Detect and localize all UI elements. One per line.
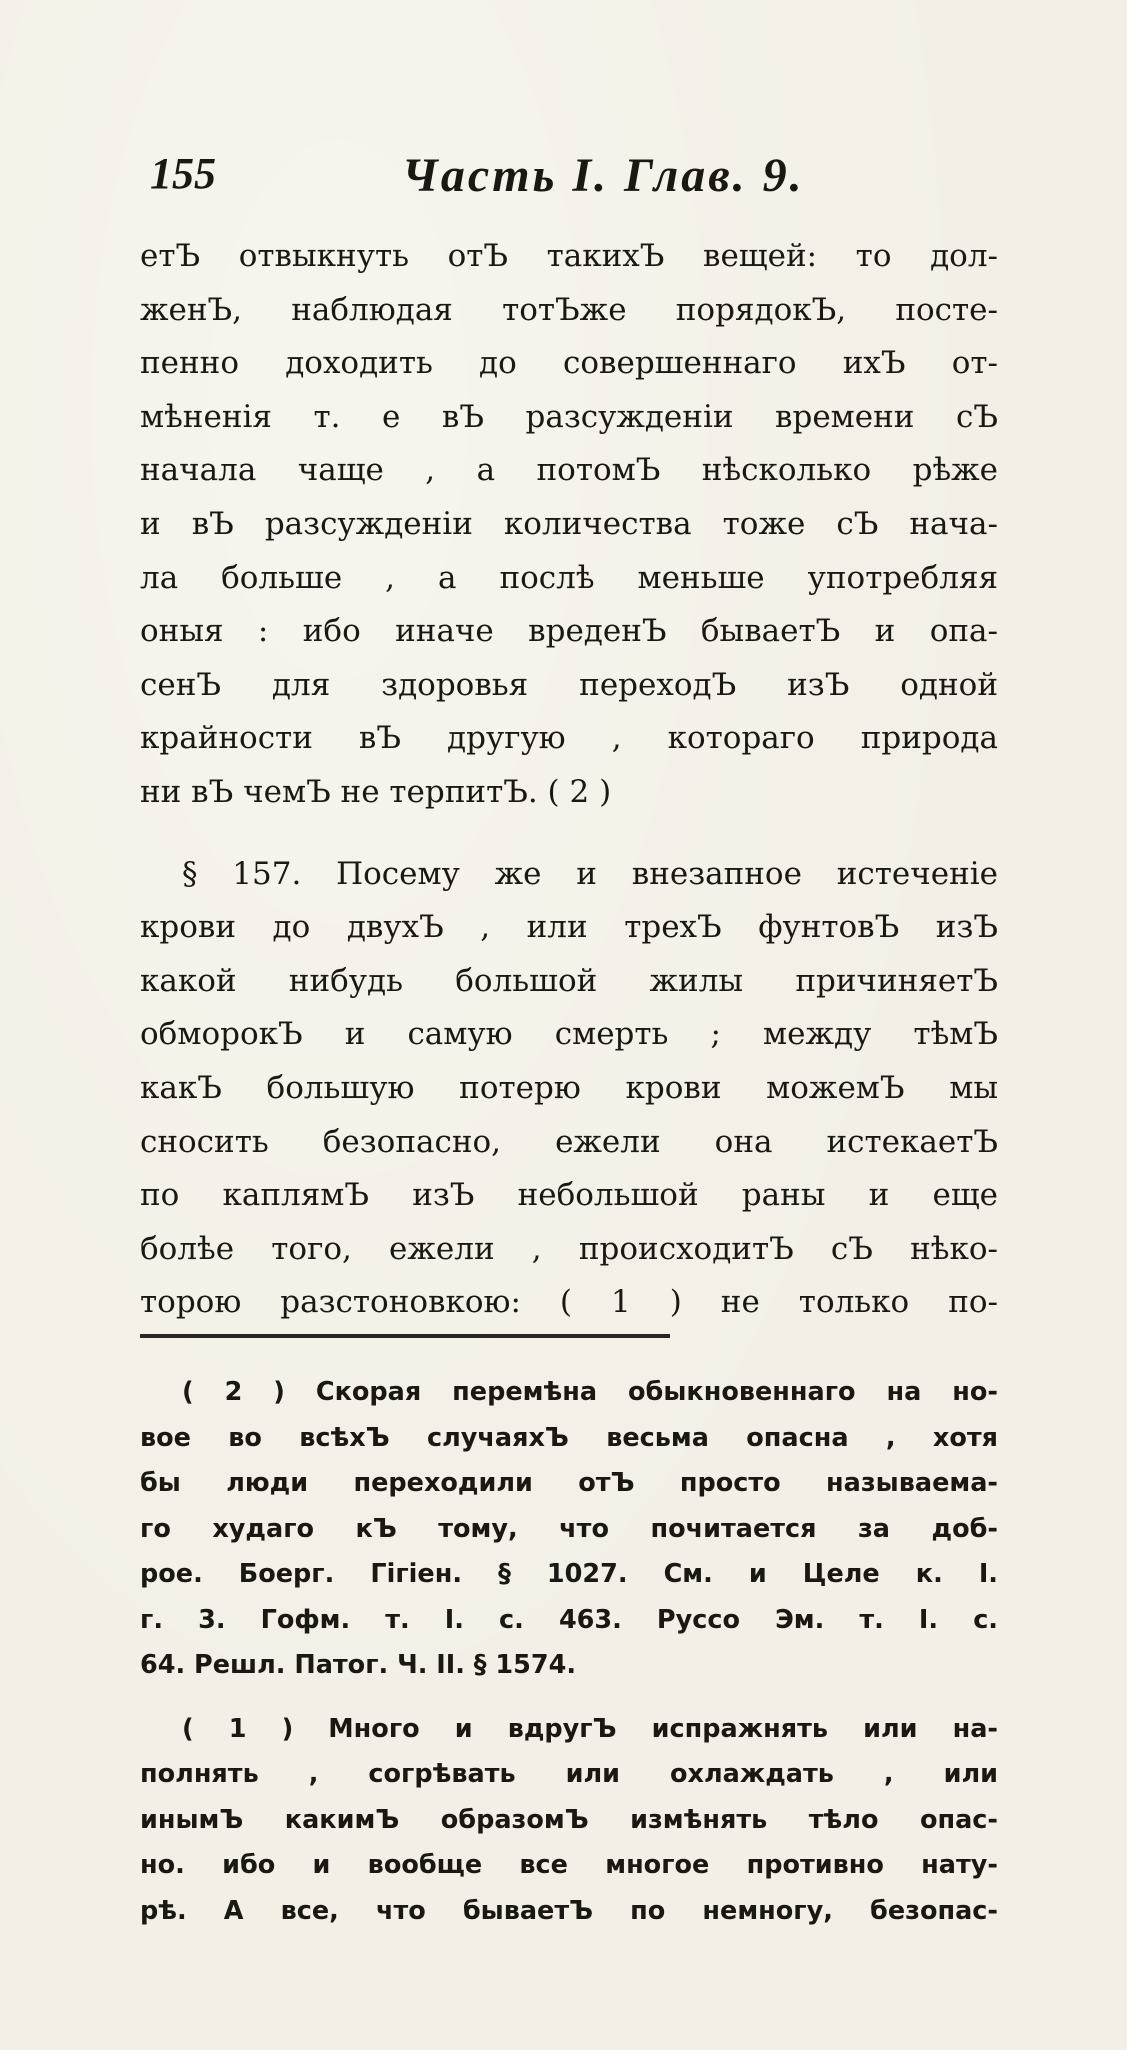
main-text: [140, 230, 998, 1330]
footnote-1-line: рѣ. А все, что бываетЪ по немногу, безопас-: [140, 1895, 998, 1926]
footnote-2-line: рое. Боерг. Гігіен. § 1027. См. и Целе к. I.: [140, 1559, 998, 1589]
text-line: начала чаще , а потомЪ нѣсколько рѣже: [140, 452, 998, 489]
footnote-2-line: ( 2 ) Скорая перемѣна обыкновеннаго на но-: [182, 1377, 998, 1407]
text-line: по каплямЪ изЪ небольшой раны и еще: [140, 1177, 998, 1214]
footnote-1-line: инымЪ какимЪ образомЪ измѣнять тѣло опас-: [140, 1804, 998, 1835]
text-line: болѣе того, ежели , происходитЪ сЪ нѣко-: [140, 1230, 998, 1267]
paragraph-157-start: § 157. Посему же и внезапное истеченіе: [182, 855, 998, 892]
footnote-1-line: полнять , согрѣвать или охлаждать , или: [140, 1759, 998, 1789]
footnote-2-line: вое во всѣхЪ случаяхЪ весьма опасна , хотя: [140, 1422, 998, 1453]
text-line: какой нибудь большой жилы причиняетЪ: [140, 962, 998, 999]
running-head: Часть I. Глав. 9.: [402, 149, 805, 202]
text-line: пенно доходить до совершеннаго ихЪ от-: [140, 345, 998, 382]
text-line: крайности вЪ другую , котораго природа: [140, 720, 998, 757]
text-line: и вЪ разсужденіи количества тоже сЪ нача-: [140, 505, 998, 542]
footnote-2-line: 64. Решл. Патог. Ч. II. § 1574.: [140, 1650, 577, 1680]
footnote-2-line: бы люди переходили отЪ просто называема-: [140, 1468, 998, 1498]
text-line: сносить безопасно, ежели она истекаетЪ: [140, 1123, 998, 1160]
text-line: женЪ, наблюдая тотЪже порядокЪ, посте-: [140, 291, 998, 328]
footnote-rule: [140, 1334, 670, 1338]
text-line: ни вЪ чемЪ не терпитЪ. ( 2 ): [140, 773, 612, 810]
footnote-2-line: го худаго кЪ тому, что почитается за доб-: [140, 1513, 998, 1544]
text-line: етЪ отвыкнуть отЪ такихЪ вещей: то дол-: [140, 238, 998, 274]
text-line: крови до двухЪ , или трехЪ фунтовЪ изЪ: [140, 909, 998, 946]
page-number: 155: [150, 149, 216, 198]
text-line: какЪ большую потерю крови можемЪ мы: [140, 1069, 998, 1106]
footnote-1-line: но. ибо и вообще все многое противно нату-: [140, 1850, 998, 1880]
text-line: ла больше , а послѣ меньше употребляя: [140, 559, 998, 596]
page-header: [150, 148, 930, 208]
text-line: обморокЪ и самую смерть ; между тѣмЪ: [140, 1016, 998, 1053]
text-line: оныя : ибо иначе вреденЪ бываетЪ и опа-: [140, 613, 998, 650]
text-line: сенЪ для здоровья переходЪ изЪ одной: [140, 666, 998, 703]
footnote-1-line: ( 1 ) Много и вдругЪ испражнять или на-: [182, 1713, 998, 1744]
text-line: мѣненія т. е вЪ разсужденіи времени сЪ: [140, 398, 998, 435]
footnote-2-line: г. 3. Гофм. т. I. с. 463. Руссо Эм. т. I. с.: [140, 1604, 998, 1635]
footnotes: [140, 1370, 998, 1934]
text-line: торою разстоновкою: ( 1 ) не только по-: [140, 1284, 998, 1321]
